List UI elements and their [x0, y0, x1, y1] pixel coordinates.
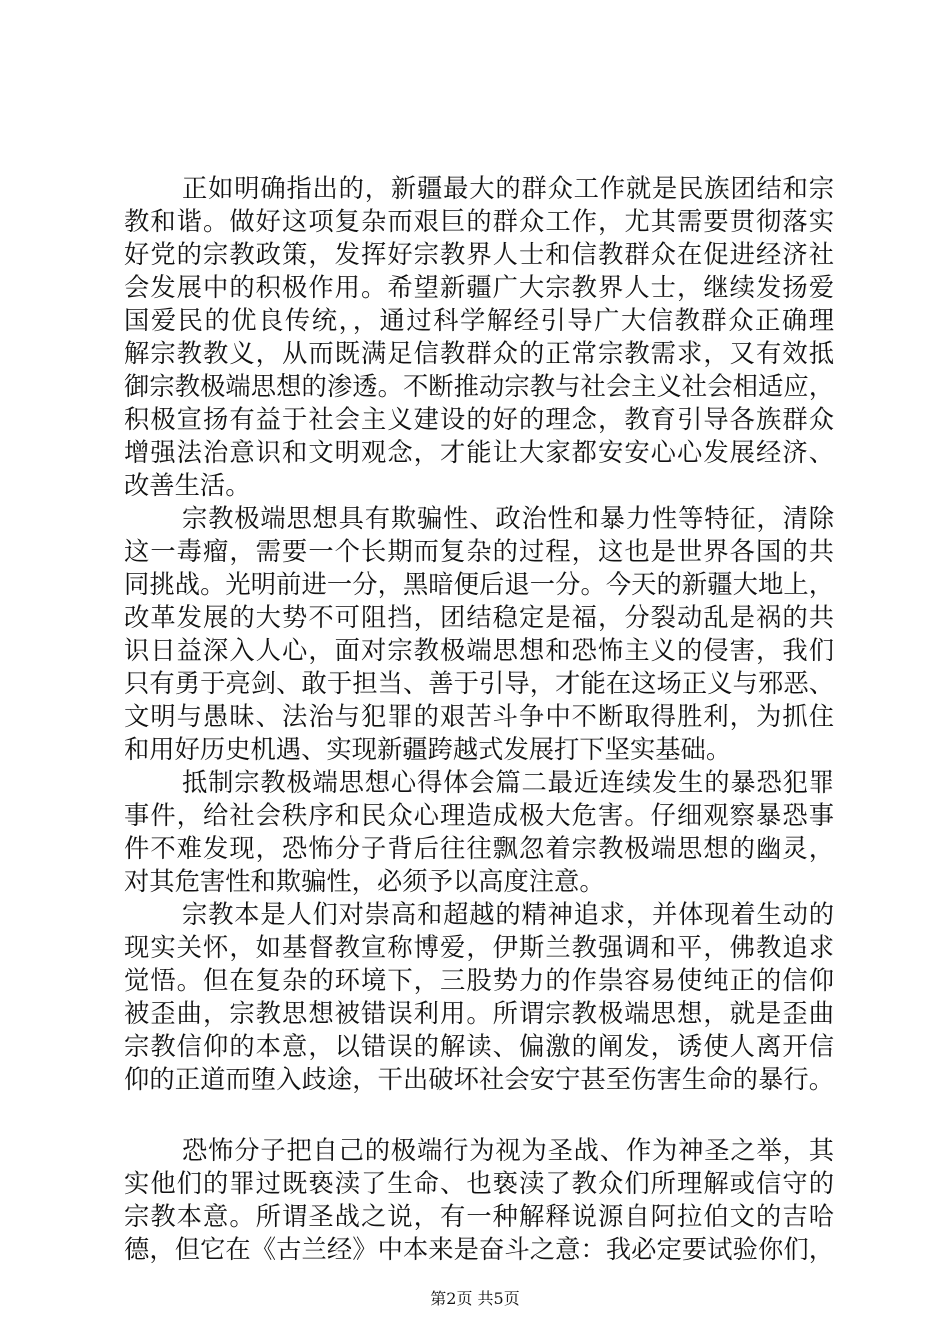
paragraph-line: 国爱民的优良传统，，通过科学解经引导广大信教群众正确理 [124, 306, 834, 335]
paragraph-line: 件不难发现，恐怖分子背后往往飘忽着宗教极端思想的幽灵， [124, 834, 834, 863]
paragraph-line: 解宗教教义，从而既满足信教群众的正常宗教需求，又有效抵 [124, 339, 834, 368]
paragraph-5 [124, 1134, 834, 1266]
paragraph-3 [124, 766, 834, 898]
page-number-label: 第2页 共5页 [430, 1289, 520, 1308]
paragraph-line: 同挑战。光明前进一分，黑暗便后退一分。今天的新疆大地上， [124, 570, 834, 599]
paragraph-line: 对其危害性和欺骗性，必须予以高度注意。 [124, 867, 605, 896]
paragraph-gap [124, 1096, 834, 1134]
paragraph-line: 文明与愚昧、法治与犯罪的艰苦斗争中不断取得胜利，为抓住 [124, 702, 834, 731]
paragraph-line: 宗教本是人们对崇高和超越的精神追求，并体现着生动的 [182, 900, 834, 929]
paragraph-line: 增强法治意识和文明观念，才能让大家都安安心心发展经济、 [124, 438, 834, 467]
paragraph-line: 宗教信仰的本意，以错误的解读、偏激的阐发，诱使人离开信 [124, 1032, 834, 1061]
paragraph-line: 和用好历史机遇、实现新疆跨越式发展打下坚实基础。 [124, 735, 732, 764]
paragraph-line: 识日益深入人心，面对宗教极端思想和恐怖主义的侵害，我们 [124, 636, 834, 665]
paragraph-line: 改善生活。 [124, 471, 251, 500]
paragraph-line: 宗教极端思想具有欺骗性、政治性和暴力性等特征，清除 [182, 504, 834, 533]
paragraph-line: 德，但它在《古兰经》中本来是奋斗之意：我必定要试验你们， [124, 1235, 834, 1264]
paragraph-line: 宗教本意。所谓圣战之说，有一种解释说源自阿拉伯文的吉哈 [124, 1202, 834, 1231]
paragraph-line: 御宗教极端思想的渗透。不断推动宗教与社会主义社会相适应， [124, 372, 834, 401]
page-footer [0, 1286, 950, 1309]
paragraph-line: 抵制宗教极端思想心得体会篇二最近连续发生的暴恐犯罪 [182, 768, 834, 797]
paragraph-line: 现实关怀，如基督教宣称博爱，伊斯兰教强调和平，佛教追求 [124, 933, 834, 962]
paragraph-line: 教和谐。做好这项复杂而艰巨的群众工作，尤其需要贯彻落实 [124, 207, 834, 236]
paragraph-line: 改革发展的大势不可阻挡，团结稳定是福，分裂动乱是祸的共 [124, 603, 834, 632]
paragraph-line: 积极宣扬有益于社会主义建设的好的理念，教育引导各族群众 [124, 405, 834, 434]
paragraph-line: 只有勇于亮剑、敢于担当、善于引导，才能在这场正义与邪恶、 [124, 669, 834, 698]
paragraph-4 [124, 898, 834, 1096]
paragraph-line: 正如明确指出的，新疆最大的群众工作就是民族团结和宗 [182, 174, 834, 203]
paragraph-line: 仰的正道而堕入歧途，干出破坏社会安宁甚至伤害生命的暴行。 [124, 1065, 834, 1094]
paragraph-line: 实他们的罪过既亵渎了生命、也亵渎了教众们所理解或信守的 [124, 1169, 834, 1198]
paragraph-line: 觉悟。但在复杂的环境下，三股势力的作祟容易使纯正的信仰 [124, 966, 834, 995]
paragraph-line: 会发展中的积极作用。希望新疆广大宗教界人士，继续发扬爱 [124, 273, 834, 302]
document-body [124, 172, 834, 1266]
paragraph-2 [124, 502, 834, 766]
paragraph-line: 好党的宗教政策，发挥好宗教界人士和信教群众在促进经济社 [124, 240, 834, 269]
paragraph-line: 被歪曲，宗教思想被错误利用。所谓宗教极端思想，就是歪曲 [124, 999, 834, 1028]
paragraph-line: 这一毒瘤，需要一个长期而复杂的过程，这也是世界各国的共 [124, 537, 834, 566]
paragraph-1 [124, 172, 834, 502]
paragraph-line: 恐怖分子把自己的极端行为视为圣战、作为神圣之举，其 [182, 1136, 834, 1165]
paragraph-line: 事件，给社会秩序和民众心理造成极大危害。仔细观察暴恐事 [124, 801, 834, 830]
